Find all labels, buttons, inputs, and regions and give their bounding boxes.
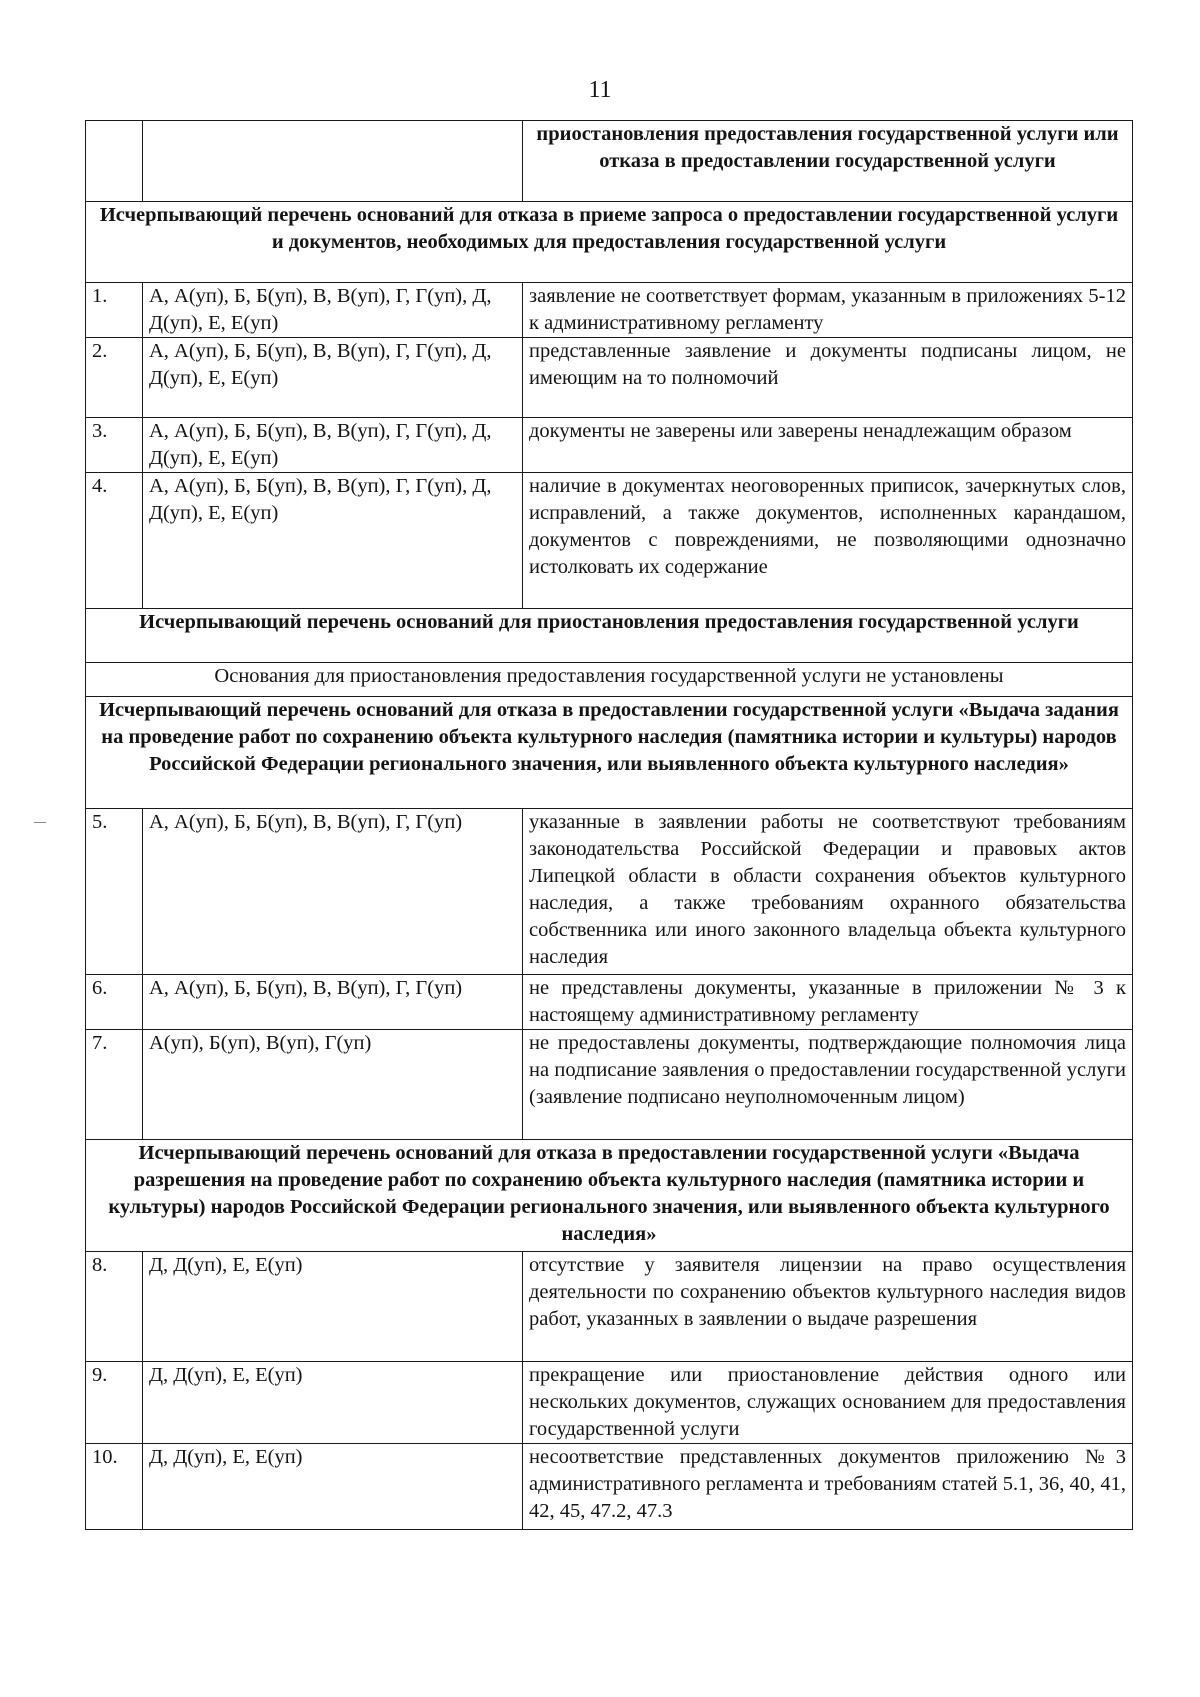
- section-header: [86, 609, 1133, 663]
- row-reason: документы не заверены или заверены ненадлежащим образом: [523, 418, 1133, 473]
- row-number: 3.: [86, 418, 143, 473]
- row-number: 7.: [86, 1030, 143, 1140]
- row-applicants: А, А(уп), Б, Б(уп), В, В(уп), Г, Г(уп), Д, Д(уп), Е, Е(уп): [143, 473, 523, 609]
- table-row: [86, 1362, 1133, 1444]
- row-applicants: А, А(уп), Б, Б(уп), В, В(уп), Г, Г(уп), Д, Д(уп), Е, Е(уп): [143, 418, 523, 473]
- header-empty-num: [86, 121, 143, 202]
- row-reason: указанные в заявлении работы не соответствуют требованиям законодательства Российской Федерации и правовых актов Липецкой области в области сохранения объектов культурного наследия, а также требованиям охранного обязательства собственника или иного законного владельца объекта культурного наследия: [523, 809, 1133, 975]
- row-applicants: А, А(уп), Б, Б(уп), В, В(уп), Г, Г(уп), Д, Д(уп), Е, Е(уп): [143, 283, 523, 338]
- header-empty-applicants: [143, 121, 523, 202]
- row-applicants: А, А(уп), Б, Б(уп), В, В(уп), Г, Г(уп): [143, 975, 523, 1030]
- section-note-row: [86, 663, 1133, 697]
- table-row: [86, 338, 1133, 418]
- header-continuation: приостановления предоставления государственной услуги или отказа в предоставлении государственной услуги: [523, 121, 1133, 202]
- section-title-2: Исчерпывающий перечень оснований для приостановления предоставления государственной услуги: [86, 609, 1133, 663]
- row-applicants: А, А(уп), Б, Б(уп), В, В(уп), Г, Г(уп): [143, 809, 523, 975]
- row-reason: отсутствие у заявителя лицензии на право осуществления деятельности по сохранению объектов культурного наследия видов работ, указанных в заявлении о выдаче разрешения: [523, 1252, 1133, 1362]
- table-row: [86, 975, 1133, 1030]
- section-header: [86, 202, 1133, 283]
- row-number: 8.: [86, 1252, 143, 1362]
- row-applicants: Д, Д(уп), Е, Е(уп): [143, 1252, 523, 1362]
- row-number: 4.: [86, 473, 143, 609]
- page-number: 11: [588, 77, 612, 103]
- table-row: [86, 418, 1133, 473]
- table-row: [86, 1252, 1133, 1362]
- section-header: [86, 1140, 1133, 1252]
- row-number: 1.: [86, 283, 143, 338]
- table-row: [86, 283, 1133, 338]
- row-reason: заявление не соответствует формам, указанным в приложениях 5-12 к административному регламенту: [523, 283, 1133, 338]
- table-row: [86, 473, 1133, 609]
- row-reason: наличие в документах неоговоренных приписок, зачеркнутых слов, исправлений, а также документов, исполненных карандашом, документов с повреждениями, не позволяющими однозначно истолковать их содержание: [523, 473, 1133, 609]
- row-applicants: А(уп), Б(уп), В(уп), Г(уп): [143, 1030, 523, 1140]
- row-number: 2.: [86, 338, 143, 418]
- row-reason: несоответствие представленных документов приложению №3 административного регламента и требованиям статей 5.1, 36, 40, 41, 42, 45, 47.2, 47.3: [523, 1444, 1133, 1530]
- section-title-1: Исчерпывающий перечень оснований для отказа в приеме запроса о предоставлении государственной услуги и документов, необходимых для предоставления государственной услуги: [86, 202, 1133, 283]
- table-row: [86, 1030, 1133, 1140]
- row-number: 9.: [86, 1362, 143, 1444]
- margin-mark: [34, 822, 46, 823]
- row-reason: не представлены документы, указанные в приложении № 3 к настоящему административному регламенту: [523, 975, 1133, 1030]
- row-applicants: А, А(уп), Б, Б(уп), В, В(уп), Г, Г(уп), Д, Д(уп), Е, Е(уп): [143, 338, 523, 418]
- row-reason: прекращение или приостановление действия одного или нескольких документов, служащих основанием для предоставления государственной услуги: [523, 1362, 1133, 1444]
- header-continuation-row: [86, 121, 1133, 202]
- row-reason: представленные заявление и документы подписаны лицом, не имеющим на то полномочий: [523, 338, 1133, 418]
- row-reason: не предоставлены документы, подтверждающие полномочия лица на подписание заявления о предоставлении государственной услуги (заявление подписано неуполномоченным лицом): [523, 1030, 1133, 1140]
- row-number: 5.: [86, 809, 143, 975]
- row-applicants: Д, Д(уп), Е, Е(уп): [143, 1362, 523, 1444]
- section-title-4: Исчерпывающий перечень оснований для отказа в предоставлении государственной услуги «Выдача разрешения на проведение работ по сохранению объекта культурного наследия (памятника истории и культуры) народов Российской Федерации регионального значения, или выявленного объекта культурного наследия»: [86, 1140, 1133, 1252]
- section-title-3: Исчерпывающий перечень оснований для отказа в предоставлении государственной услуги «Выдача задания на проведение работ по сохранению объекта культурного наследия (памятника истории и культуры) народов Российской Федерации регионального значения, или выявленного объекта культурного наследия»: [86, 697, 1133, 809]
- table-row: [86, 809, 1133, 975]
- section-note: Основания для приостановления предоставления государственной услуги не установлены: [86, 663, 1133, 697]
- grounds-table: [85, 120, 1133, 1530]
- row-number: 6.: [86, 975, 143, 1030]
- row-number: 10.: [86, 1444, 143, 1530]
- section-header: [86, 697, 1133, 809]
- row-applicants: Д, Д(уп), Е, Е(уп): [143, 1444, 523, 1530]
- table-row: [86, 1444, 1133, 1530]
